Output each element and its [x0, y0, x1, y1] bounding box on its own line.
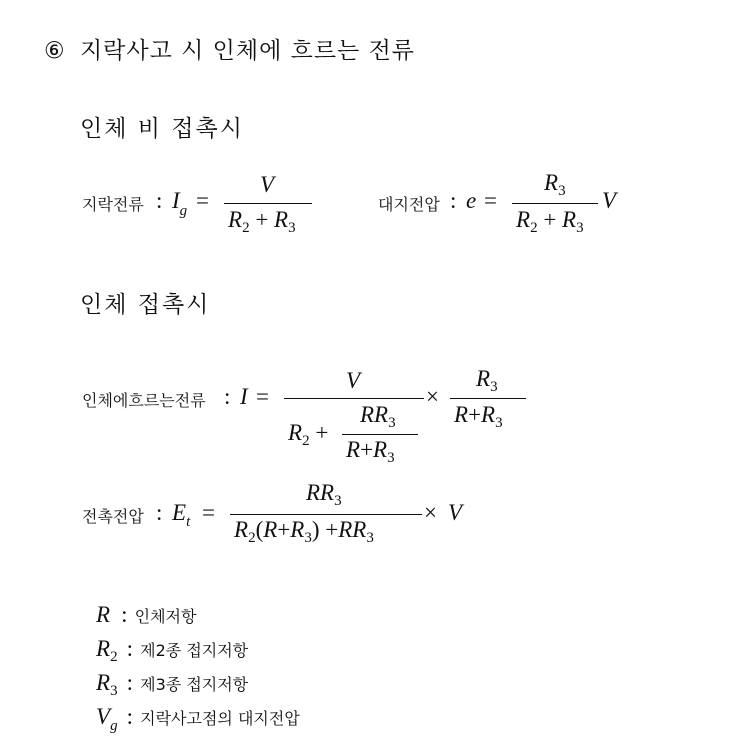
factor-V: V: [448, 500, 463, 525]
legend-symbol: R: [96, 636, 111, 661]
fraction-bar: [230, 514, 422, 515]
symbol-I: I: [240, 384, 248, 409]
colon: :: [224, 384, 231, 409]
legend-symbol: R: [96, 670, 111, 695]
equals-sign: =: [484, 188, 497, 213]
no-contact-case-title: 인체 비 접촉시: [80, 116, 244, 142]
symbol-e: e: [466, 188, 477, 213]
times-sign: ×: [426, 384, 439, 409]
legend-item-R2: [96, 636, 249, 665]
denominator-R2-plus: $R_2$ +: [288, 420, 329, 449]
symbol-Ig: $I_g$: [172, 188, 188, 219]
numerator-V: V: [346, 368, 361, 393]
equals-sign: =: [196, 188, 209, 213]
legend-colon: :: [126, 636, 134, 661]
inner-denominator-R-plus-R3: $R+R_3$: [346, 437, 395, 466]
second-numerator-R3: $R_3$: [476, 366, 498, 395]
inner-fraction-bar: [342, 434, 418, 435]
legend-subscript: 2: [110, 649, 118, 665]
legend-subscript: g: [110, 718, 118, 734]
ground-voltage-label: 대지전압: [378, 195, 440, 214]
colon: :: [156, 500, 163, 525]
colon: :: [450, 188, 457, 213]
body-current-label: 인체에흐르는전류: [82, 391, 206, 410]
fraction-bar: [224, 203, 312, 204]
legend-text: 인체저항: [134, 607, 197, 626]
legend-colon: :: [126, 704, 134, 729]
legend-colon: :: [126, 670, 134, 695]
denominator-R2-plus-R3: $R_2 + R_3$: [228, 207, 296, 236]
second-denominator-R-plus-R3: $R+R_3$: [454, 402, 503, 431]
colon: :: [156, 188, 163, 213]
fault-current-label: 지락전류: [82, 195, 144, 214]
legend-colon: :: [121, 602, 128, 627]
legend-item-R: [96, 602, 196, 628]
section-heading: [44, 32, 415, 65]
symbol-Et: $E_t$: [172, 500, 191, 530]
legend-item-R3: [96, 670, 249, 699]
factor-V: V: [602, 188, 617, 213]
legend-text: 제3종 접지저항: [140, 675, 249, 694]
equals-sign: =: [202, 500, 215, 525]
legend-subscript: 3: [110, 683, 118, 699]
fraction-bar: [512, 203, 598, 204]
main-fraction-bar: [284, 398, 424, 399]
numerator-V: V: [260, 172, 275, 197]
legend-item-Vg: [96, 704, 300, 734]
denominator: $R_2(R+R_3) +RR_3$: [234, 517, 374, 546]
numerator-R3: $R_3$: [544, 170, 566, 199]
section-number: ⑥: [44, 38, 66, 64]
contact-case-title: 인체 접촉시: [80, 292, 211, 318]
numerator-RR3: $RR_3$: [306, 480, 342, 509]
legend-symbol: R: [96, 602, 111, 627]
touch-voltage-label: 전촉전압: [82, 507, 144, 526]
inner-numerator-RR3: $RR_3$: [360, 402, 396, 431]
legend-text: 지락사고점의 대지전압: [140, 709, 300, 728]
legend-text: 제2종 접지저항: [140, 641, 249, 660]
second-fraction-bar: [450, 398, 526, 399]
denominator-R2-plus-R3: $R_2 + R_3$: [516, 207, 584, 236]
equals-sign: =: [256, 384, 269, 409]
legend-symbol: V: [96, 704, 111, 729]
times-sign: ×: [424, 500, 437, 525]
section-title: 지락사고 시 인체에 흐르는 전류: [79, 38, 416, 64]
